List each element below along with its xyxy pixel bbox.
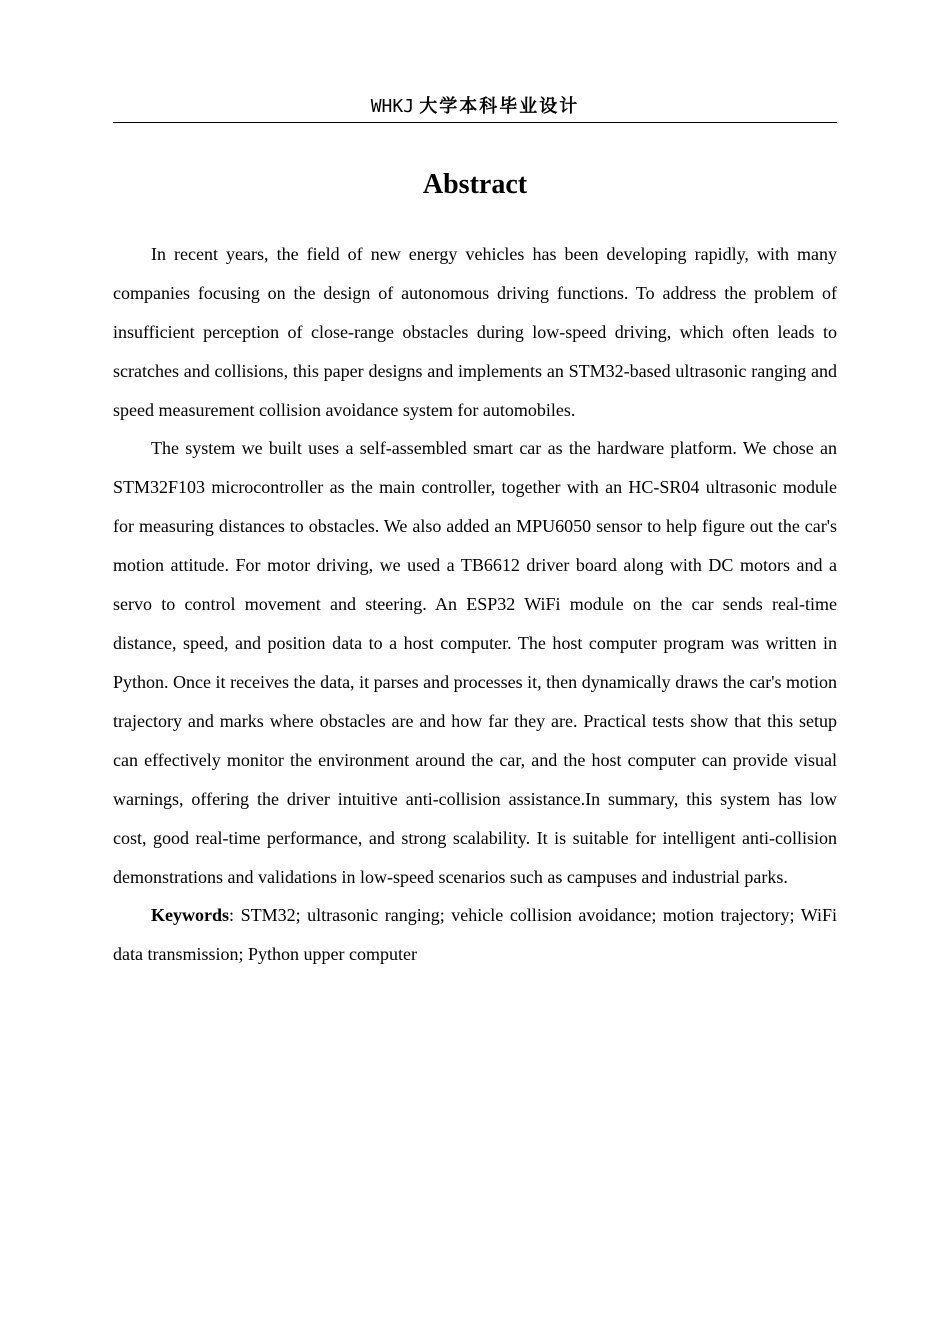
- abstract-paragraph-2: The system we built uses a self-assembled smart car as the hardware platform. We chose an STM32F103 microcontroller as the main controller, together with an HC-SR04 ultrasonic module for measuring distances to obstacles. We also added an MPU6050 sensor to help figure out the car's motion attitude. For motor driving, we used a TB6612 driver board along with DC motors and a servo to control movement and steering. An ESP32 WiFi module on the car sends real-time distance, speed, and position data to a host computer. The host computer program was written in Python. Once it receives the data, it parses and processes it, then dynamically draws the car's motion trajectory and marks where obstacles are and how far they are. Practical tests show that this setup can effectively monitor the environment around the car, and the host computer can provide visual warnings, offering the driver intuitive anti-collision assistance.In summary, this system has low cost, good real-time performance, and strong scalability. It is suitable for intelligent anti-collision demonstrations and validations in low-speed scenarios such as campuses and industrial parks.: [113, 438, 837, 887]
- abstract-body: [113, 235, 837, 973]
- running-header: [113, 94, 837, 123]
- header-prefix: WHKJ: [370, 96, 415, 117]
- abstract-paragraph-1: In recent years, the field of new energy vehicles has been developing rapidly, with many companies focusing on the design of autonomous driving functions. To address the problem of insufficient perception of close-range obstacles during low-speed driving, which often leads to scratches and collisions, this paper designs and implements an STM32-based ultrasonic ranging and speed measurement collision avoidance system for automobiles.: [113, 244, 837, 420]
- keywords-paragraph: [113, 896, 837, 974]
- abstract-title: Abstract: [422, 169, 528, 200]
- header-title: 大学本科毕业设计: [419, 96, 580, 117]
- keywords-label: Keywords: [151, 905, 229, 925]
- keywords-text: : STM32; ultrasonic ranging; vehicle collision avoidance; motion trajectory; WiFi data transmission; Python upper computer: [113, 905, 837, 964]
